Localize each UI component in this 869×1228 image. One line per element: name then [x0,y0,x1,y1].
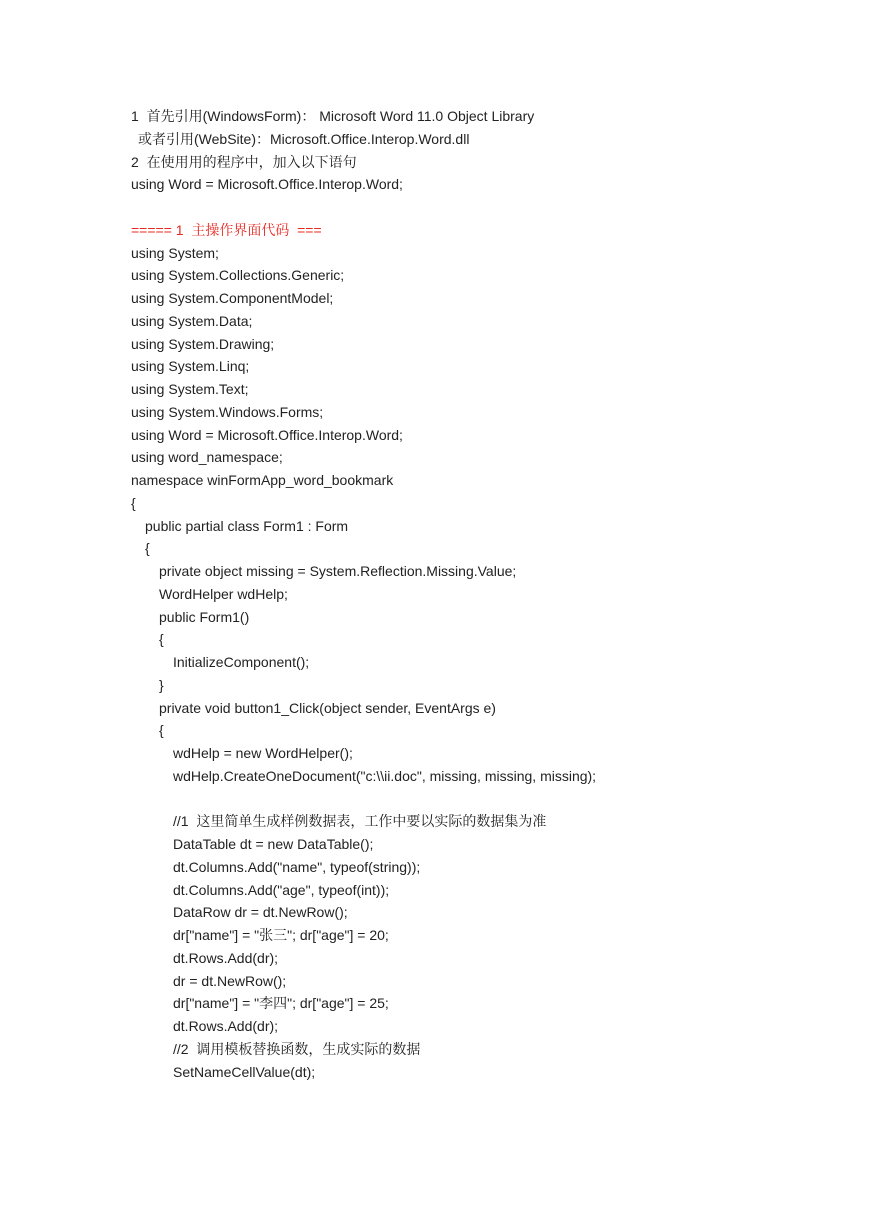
document-line: InitializeComponent(); [173,654,310,670]
document-line: dr["name"] = "张三"; dr["age"] = 20; [173,927,389,943]
document-line: using System.Collections.Generic; [131,267,345,284]
document-line: dt.Columns.Add("name", typeof(string)); [173,858,421,875]
document-line: { [145,540,150,557]
document-line: DataTable dt = new DataTable(); [173,836,374,852]
document-line: dt.Rows.Add(dr); [173,949,279,966]
document-line: using System.Data; [131,312,253,329]
document-line: public Form1() [159,608,250,625]
document-line: } [159,676,164,693]
blank-line [131,788,831,811]
document-line: using System.Windows.Forms; [131,403,324,420]
section-heading: ===== 1 主操作界面代码 === [131,221,322,238]
document-line: { [131,494,136,511]
document-line: WordHelper wdHelp; [159,585,288,602]
document-line: DataRow dr = dt.NewRow(); [173,904,348,921]
document-line: dr = dt.NewRow(); [173,972,287,989]
document-line: dt.Columns.Add("age", typeof(int)); [173,881,390,898]
document-line: wdHelp = new WordHelper(); [173,745,353,761]
document-line: namespace winFormApp_word_bookmark [131,472,394,488]
document-line: using System.Drawing; [131,335,275,352]
document-line: dt.Rows.Add(dr); [173,1018,279,1034]
document-line: dr["name"] = "李四"; dr["age"] = 25; [173,995,389,1012]
document-line: 或者引用(WebSite)：Microsoft.Office.Interop.Word.dll [138,130,470,147]
document-line: { [159,722,164,739]
document-line: private object missing = System.Reflection.Missing.Value; [159,563,517,579]
document-line: using Word = Microsoft.Office.Interop.Word; [131,426,403,443]
document-line: 1 首先引用(WindowsForm)： Microsoft Word 11.0 Object Library [131,108,535,124]
document-line: using System.Text; [131,381,249,397]
document-line: using System.ComponentModel; [131,290,334,306]
document-line: private void button1_Click(object sender, EventArgs e) [159,699,496,716]
document-line: SetNameCellValue(dt); [173,1063,316,1080]
blank-line [131,196,831,219]
document-line: using System.Linq; [131,358,250,375]
document-line: public partial class Form1 : Form [145,517,349,534]
document-line: using System; [131,244,219,261]
document-line: using word_namespace; [131,449,283,466]
code-comment-line: //2 调用模板替换函数，生成实际的数据 [173,1040,421,1057]
document-line: 2 在使用用的程序中，加入以下语句 [131,153,357,170]
code-comment-line: //1 这里简单生成样例数据表，工作中要以实际的数据集为准 [173,813,547,830]
document-line: using Word = Microsoft.Office.Interop.Word; [131,176,403,193]
document-body [131,105,831,1083]
document-line: wdHelp.CreateOneDocument("c:\\ii.doc", missing, missing, missing); [173,767,597,784]
document-line: { [159,631,164,648]
